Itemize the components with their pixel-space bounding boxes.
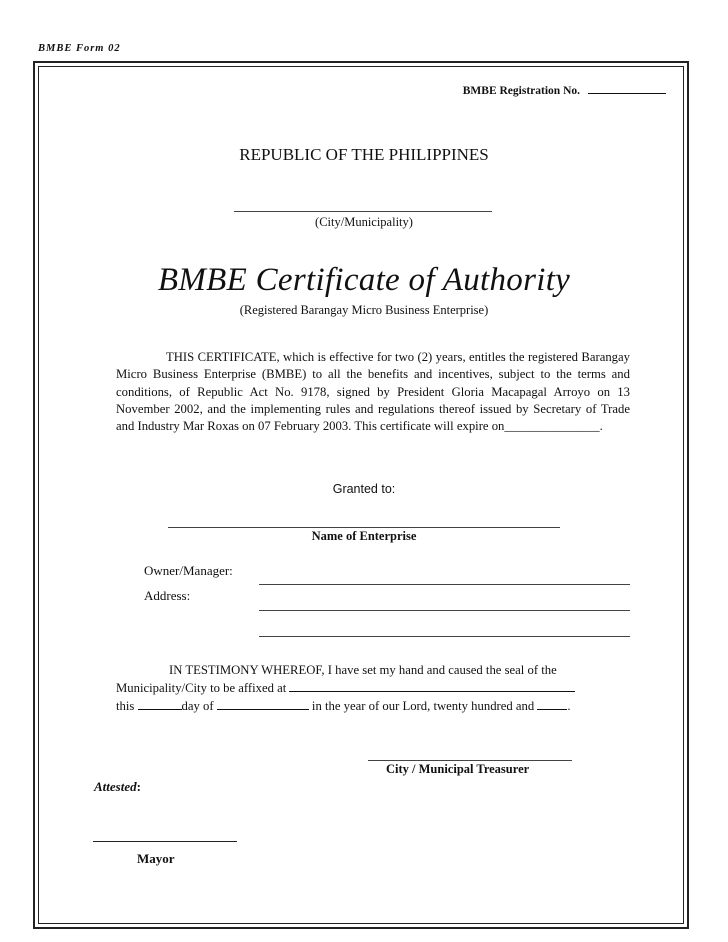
granted-to-label: Granted to: — [332, 482, 396, 496]
year-blank — [537, 697, 567, 710]
attested-colon: : — [136, 779, 141, 794]
testimony-this-label: this — [116, 699, 135, 713]
attested-text: Attested — [94, 779, 137, 794]
treasurer-signature-line — [368, 760, 572, 761]
address-line-2 — [259, 636, 630, 637]
city-municipality-line — [234, 211, 492, 212]
certificate-body-end: . — [599, 419, 603, 434]
city-municipality-label: (City/Municipality) — [315, 215, 413, 229]
enterprise-name-line — [168, 527, 560, 528]
month-blank — [217, 697, 309, 710]
testimony-place-label: Municipality/City to be affixed at — [116, 681, 287, 695]
testimony-end: . — [567, 699, 571, 713]
certificate-subtitle: (Registered Barangay Micro Business Enterprise) — [239, 303, 489, 317]
registration-label: BMBE Registration No. — [462, 85, 580, 97]
testimony-line-3 — [116, 697, 630, 715]
testimony-line-1: IN TESTIMONY WHEREOF, I have set my hand and caused the seal of the — [169, 663, 557, 677]
testimony-line-2 — [116, 679, 630, 697]
day-blank — [138, 697, 182, 710]
mayor-label: Mayor — [137, 851, 175, 866]
republic-heading: REPUBLIC OF THE PHILIPPINES — [239, 145, 489, 164]
certificate-title: BMBE Certificate of Authority — [157, 262, 571, 298]
place-blank — [289, 679, 575, 692]
testimony-day-of-label: day of — [181, 699, 214, 713]
address-label: Address: — [144, 588, 191, 603]
attested-label — [94, 779, 141, 795]
address-line-1 — [259, 610, 630, 611]
form-number: BMBE Form 02 — [38, 43, 121, 54]
registration-number-blank — [588, 82, 666, 94]
certificate-body — [116, 349, 630, 435]
mayor-signature-line — [93, 841, 237, 842]
testimony-year-label: in the year of our Lord, twenty hundred and — [311, 699, 535, 713]
owner-manager-label: Owner/Manager: — [144, 563, 233, 578]
enterprise-name-label: Name of Enterprise — [311, 529, 417, 543]
certificate-body-text: THIS CERTIFICATE, which is effective for two (2) years, entitles the registered Barangay Micro Business Enterprise (BMBE) to all the benefits and incentives, subject to the terms and conditions, of Republic Act No. 9178, signed by President Gloria Macapagal Arroyo on 13 November 2002, and the implementing rules and regulations thereof issued by Secretary of Trade and Industry Mar Roxas on 07 February 2003. This certificate will expire on — [116, 350, 630, 434]
treasurer-label: City / Municipal Treasurer — [386, 762, 530, 776]
owner-manager-line — [259, 584, 630, 585]
expiry-date-blank: _______________ — [504, 419, 600, 434]
registration-number — [463, 82, 666, 97]
testimony-paragraph — [116, 661, 630, 715]
